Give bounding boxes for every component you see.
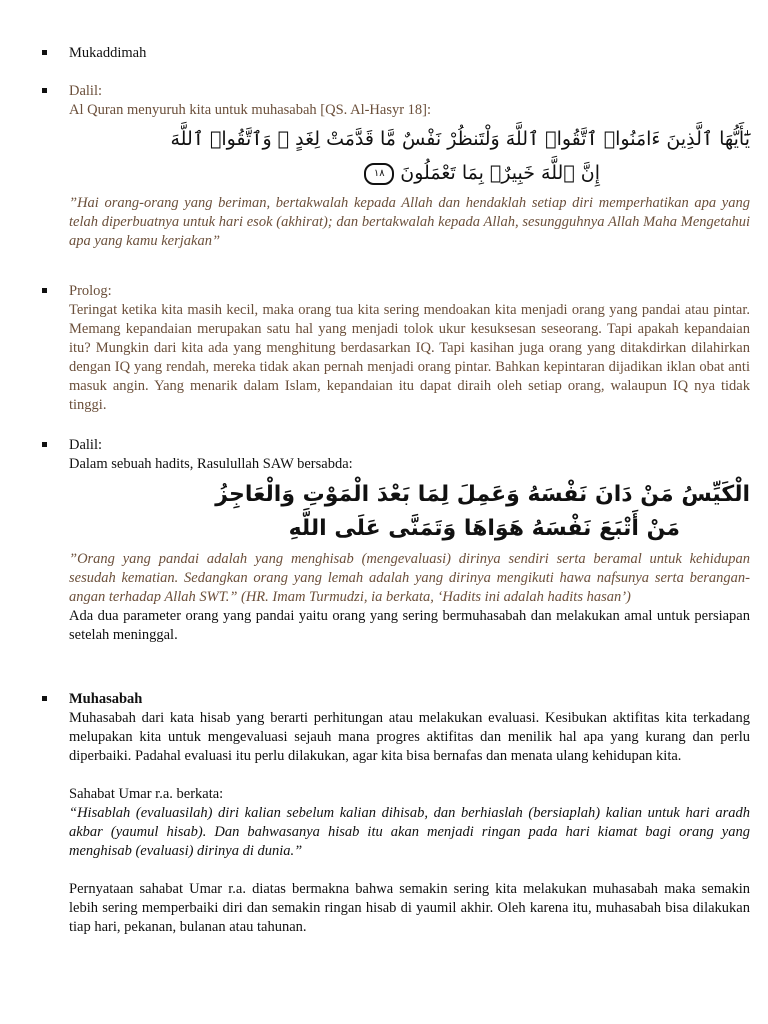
section-dalil-hadith — [42, 436, 750, 645]
section-mukaddimah — [42, 44, 750, 63]
bullet-icon — [42, 88, 47, 93]
dalil-hadith-intro: Dalam sebuah hadits, Rasulullah SAW bersabda: — [69, 456, 353, 472]
dalil-hadith-heading: Dalil: — [69, 437, 103, 453]
muhasabah-heading: Muhasabah — [69, 691, 143, 707]
ayah-number-icon: ١٨ — [364, 163, 394, 185]
umar-quote: “Hisablah (evaluasilah) diri kalian sebelum kalian dihisab, dan berhiaslah (bersiaplah) kalian untuk hari aradh akbar (yaumul hisab). Dan bahwasanya hisab itu akan menjadi ringan pada hari kiamat bagi orang yang menghisab (evaluasi) dirinya di dunia.” — [69, 805, 750, 859]
muhasabah-body: Muhasabah dari kata hisab yang berarti perhitungan atau melakukan evaluasi. Kesibukan aktifitas kita terkadang melupakan kita untuk mengevaluasi sejauh mana progres aktifitas dan menilik hal apa yang kurang dan perlu diperbaiki. Padahal evaluasi itu perlu dilakukan, agar kita bisa bernafas dan menata ulang kehidupan kita. — [69, 710, 750, 764]
prolog-body: Teringat ketika kita masih kecil, maka orang tua kita sering mendoakan kita menjadi orang yang pandai atau pintar. Memang kepandaian merupakan satu hal yang menjadi tolok ukur kesuksesan seseorang. Tapi apakah kepandaian itu? Mungkin dari kita ada yang menghitung berdasarkan IQ. Tapi kasihan juga orang yang ditakdirkan dilahirkan dengan IQ yang rendah, mereka tidak akan pernah menjadi orang pintar. Bahkan kepintaran dijadikan iklan obat anti masuk angin. Yang menarik dalam Islam, kepandaian itu dapat diraih oleh setiap orang, walaupun IQ nya tidak tinggi. — [69, 302, 750, 413]
umar-intro: Sahabat Umar r.a. berkata: — [69, 786, 224, 802]
prolog-heading: Prolog: — [69, 283, 112, 299]
quran-verse-line-2 — [69, 156, 600, 190]
bullet-icon — [42, 50, 47, 55]
bullet-icon — [42, 288, 47, 293]
dalil-intro: Al Quran menyuruh kita untuk muhasabah [QS. Al-Hasyr 18]: — [69, 102, 432, 118]
section-prolog — [42, 282, 750, 415]
quran-translation: ”Hai orang-orang yang beriman, bertakwalah kepada Allah dan hendaklah setiap diri memperhatikan apa yang telah diperbuatnya untuk hari esok (akhirat); dan bertakwalah kepada Allah, sesungguhnya Allah Maha Mengetahui apa yang kamu kerjakan” — [69, 195, 750, 249]
bullet-icon — [42, 696, 47, 701]
section-muhasabah — [42, 690, 750, 937]
section-dalil-quran — [42, 82, 750, 251]
hadith-conclusion: Ada dua parameter orang yang pandai yaitu orang yang sering bermuhasabah dan melakukan amal untuk persiapan setelah meninggal. — [69, 608, 750, 643]
hadith-arabic-line-1: الْكَيِّسُ مَنْ دَانَ نَفْسَهُ وَعَمِلَ لِمَا بَعْدَ الْمَوْتِ وَالْعَاجِزُ — [215, 482, 750, 507]
dalil-heading: Dalil: — [69, 83, 103, 99]
muhasabah-closing: Pernyataan sahabat Umar r.a. diatas bermakna bahwa semakin sering kita melakukan muhasabah maka semakin lebih sering memperbaiki diri dan semakin ringan hisab di yaumil akhir. Oleh karena itu, muhasabah bisa dilakukan tiap hari, pekanan, bulanan atau tahunan. — [69, 881, 750, 935]
quran-verse-line-2-text: إِنَّ ٱللَّهَ خَبِيرٌۢ بِمَا تَعْمَلُونَ — [400, 162, 600, 184]
quran-verse-line-1: يَٰٓأَيُّهَا ٱلَّذِينَ ءَامَنُوا۟ ٱتَّقُوا۟ ٱللَّهَ وَلْتَنظُرْ نَفْسٌ مَّا قَدَّمَتْ لِغَدٍ ۖ وَٱتَّقُوا۟ ٱللَّهَ — [170, 128, 750, 150]
bullet-icon — [42, 442, 47, 447]
mukaddimah-heading: Mukaddimah — [69, 45, 147, 61]
hadith-arabic-line-2: مَنْ أَتْبَعَ نَفْسَهُ هَوَاهَا وَتَمَنَّى عَلَى اللَّهِ — [288, 516, 680, 541]
hadith-translation: ”Orang yang pandai adalah yang menghisab (mengevaluasi) dirinya sendiri serta beramal untuk kehidupan sesudah kematian. Sedangkan orang yang lemah adalah yang dirinya mengikuti hawa nafsunya serta berangan-angan terhadap Allah SWT.” (HR. Imam Turmudzi, ia berkata, ‘Hadits ini adalah hadits hasan’) — [69, 551, 750, 605]
